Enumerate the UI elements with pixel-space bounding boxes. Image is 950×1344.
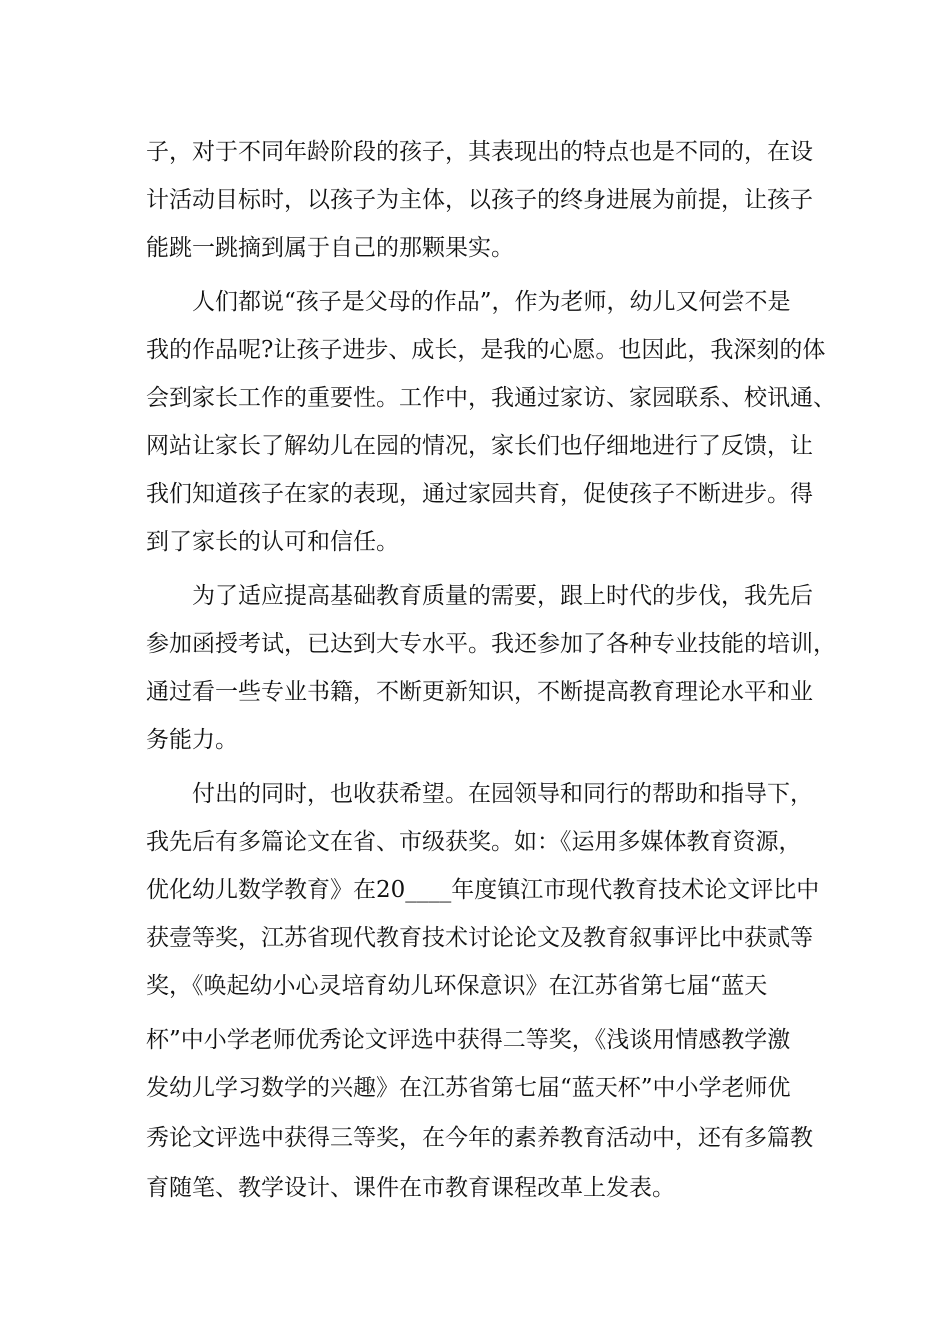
paragraph-first-line: 人们都说“孩子是父母的作品”，作为老师，幼儿又何尝不是 — [192, 289, 791, 315]
text-line: 计活动目标时，以孩子为主体，以孩子的终身进展为前提，让孩子 — [146, 187, 813, 213]
text-line: 发幼儿学习数学的兴趣》在江苏省第七届“蓝天杯”中小学老师优 — [146, 1075, 791, 1101]
text-line: 子，对于不同年龄阶段的孩子，其表现出的特点也是不同的，在设 — [146, 139, 813, 165]
text-line: 务能力。 — [146, 727, 238, 753]
text-line: 到了家长的认可和信任。 — [146, 529, 399, 555]
text-line: 我先后有多篇论文在省、市级获奖。如：《运用多媒体教育资源， — [146, 829, 802, 855]
text-line: 我们知道孩子在家的表现，通过家园共育，促使孩子不断进步。得 — [146, 481, 813, 507]
text-line: 秀论文评选中获得三等奖，在今年的素养教育活动中，还有多篇教 — [146, 1125, 813, 1151]
text-line: 育随笔、教学设计、课件在市教育课程改革上发表。 — [146, 1175, 675, 1201]
text-line: 我的作品呢?让孩子进步、成长，是我的心愿。也因此，我深刻的体 — [146, 337, 826, 363]
text-line: 杯”中小学老师优秀论文评选中获得二等奖，《浅谈用情感教学激 — [146, 1027, 791, 1053]
text-line: 通过看一些专业书籍，不断更新知识，不断提高教育理论水平和业 — [146, 679, 813, 705]
paragraph-first-line: 为了适应提高基础教育质量的需要，跟上时代的步伐，我先后 — [192, 583, 813, 609]
text-line: 优化幼儿数学教育》在20____年度镇江市现代教育技术论文评比中 — [146, 877, 820, 903]
text-line: 获壹等奖，江苏省现代教育技术讨论论文及教育叙事评比中获贰等 — [146, 925, 813, 951]
paragraph-first-line: 付出的同时，也收获希望。在园领导和同行的帮助和指导下， — [192, 781, 813, 807]
text-line: 能跳一跳摘到属于自己的那颗果实。 — [146, 235, 514, 261]
text-line: 会到家长工作的重要性。工作中，我通过家访、家园联系、校讯通、 — [146, 385, 836, 411]
text-line: 参加函授考试，已达到大专水平。我还参加了各种专业技能的培训， — [146, 631, 836, 657]
text-line: 网站让家长了解幼儿在园的情况，家长们也仔细地进行了反馈，让 — [146, 433, 813, 459]
text-line: 奖，《唤起幼小心灵培育幼儿环保意识》在江苏省第七届“蓝天 — [146, 973, 768, 999]
